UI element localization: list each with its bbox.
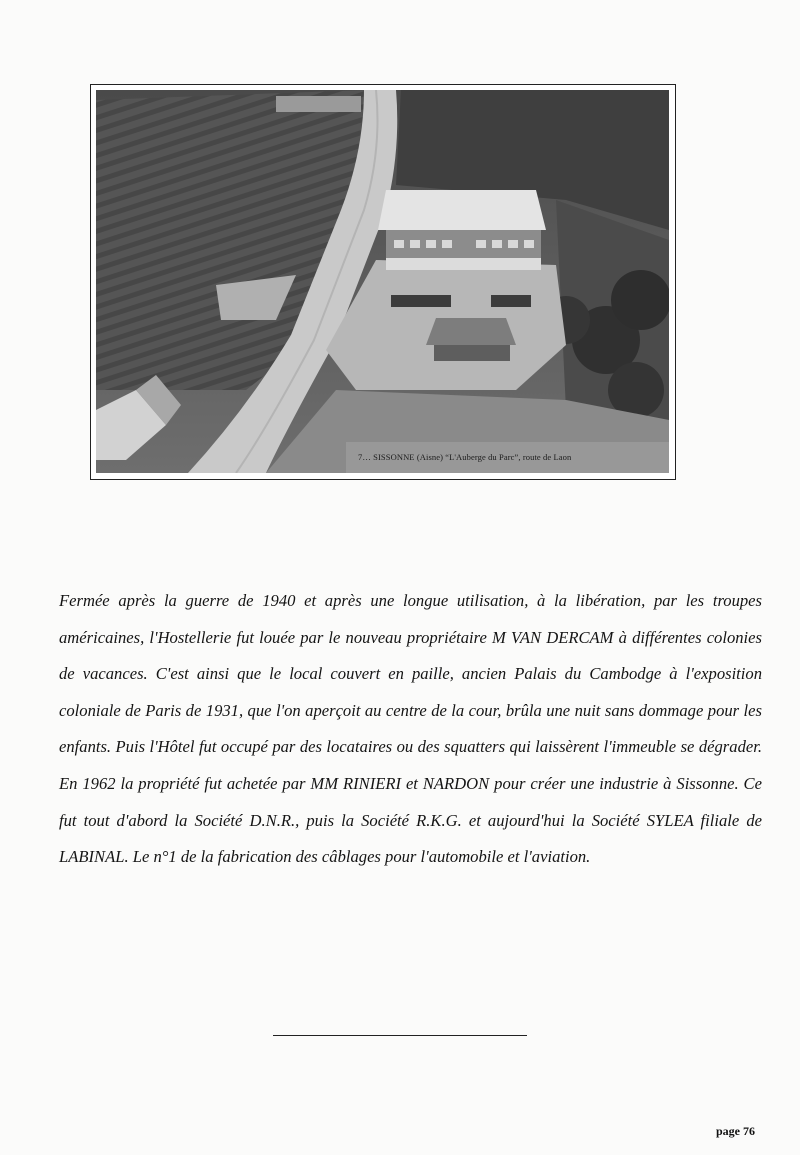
body-paragraph: Fermée après la guerre de 1940 et après une longue utilisation, à la libération, par les troupes américaines, l'Hostellerie fut louée par le nouveau propriétaire M VAN DERCAM à différentes colonies de vacances. C'est ainsi que le local couvert en paille, ancien Palais du Cambodge à l'exposition coloniale de Paris de 1931, que l'on aperçoit au centre de la cour, brûla une nuit sans dommage pour les enfants. Puis l'Hôtel fut occupé par des locataires ou des squatters qui laissèrent l'immeuble se dégrader. En 1962 la propriété fut achetée par MM RINIERI et NARDON pour créer une industrie à Sissonne. Ce fut tout d'abord la Société D.N.R., puis la Société R.K.G. et aujourd'hui la Société SYLEA filiale de LABINAL. Le n°1 de la fabrication des câblages pour l'automobile et l'aviation. bbox=[59, 591, 762, 867]
aerial-photo-auberge-du-parc bbox=[96, 90, 669, 473]
separator-line bbox=[273, 1035, 527, 1036]
photo-caption: 7… SISSONNE (Aisne) “L'Auberge du Parc”, route de Laon bbox=[358, 452, 572, 462]
aerial-photo-illustration bbox=[96, 90, 669, 473]
photo-frame bbox=[90, 84, 676, 480]
page-number: page 76 bbox=[716, 1124, 755, 1138]
